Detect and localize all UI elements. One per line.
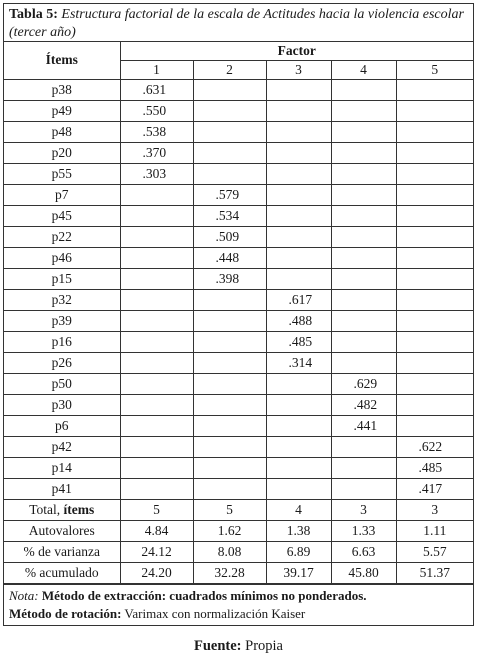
- loading-cell: .488: [266, 310, 331, 331]
- loading-cell: [331, 142, 396, 163]
- loading-cell: [331, 310, 396, 331]
- summary-cell: 1.62: [193, 520, 266, 541]
- loading-cell: [266, 121, 331, 142]
- loading-cell: [266, 247, 331, 268]
- loading-cell: [331, 226, 396, 247]
- loading-cell: [120, 226, 193, 247]
- loading-cell: [193, 373, 266, 394]
- summary-cell: 5: [120, 499, 193, 520]
- loading-cell: .550: [120, 100, 193, 121]
- summary-cell: 3: [331, 499, 396, 520]
- note-label: Nota:: [9, 587, 39, 603]
- summary-label: [4, 499, 120, 520]
- item-label: p32: [4, 289, 120, 310]
- item-label: p16: [4, 331, 120, 352]
- loading-cell: [120, 247, 193, 268]
- summary-cell: 5: [193, 499, 266, 520]
- item-label: p14: [4, 457, 120, 478]
- loading-cell: [266, 373, 331, 394]
- summary-cell: 6.63: [331, 541, 396, 562]
- summary-cell: 24.12: [120, 541, 193, 562]
- table-row: [4, 184, 473, 205]
- loading-cell: [193, 142, 266, 163]
- loading-cell: [331, 478, 396, 499]
- summary-cell: 8.08: [193, 541, 266, 562]
- loading-cell: [396, 247, 473, 268]
- table-row: [4, 268, 473, 289]
- loading-cell: [193, 352, 266, 373]
- summary-cell: 4: [266, 499, 331, 520]
- item-label: p22: [4, 226, 120, 247]
- loading-cell: [396, 184, 473, 205]
- summary-cell: 24.20: [120, 562, 193, 583]
- factor-table: [4, 42, 473, 584]
- item-label: p49: [4, 100, 120, 121]
- loading-cell: [266, 226, 331, 247]
- loading-cell: [266, 268, 331, 289]
- summary-cell: 1.33: [331, 520, 396, 541]
- table-row: [4, 457, 473, 478]
- summary-cell: 1.38: [266, 520, 331, 541]
- loading-cell: [193, 436, 266, 457]
- loading-cell: .417: [396, 478, 473, 499]
- table-row: [4, 436, 473, 457]
- summary-label-text: Total,: [29, 501, 64, 517]
- loading-cell: [396, 289, 473, 310]
- loading-cell: [331, 457, 396, 478]
- loading-cell: [396, 352, 473, 373]
- loading-cell: [331, 331, 396, 352]
- summary-cell: 45.80: [331, 562, 396, 583]
- table-row: [4, 415, 473, 436]
- loading-cell: .398: [193, 268, 266, 289]
- table-row: [4, 142, 473, 163]
- loading-cell: [193, 415, 266, 436]
- header-factor: Factor: [120, 42, 473, 60]
- loading-cell: [266, 457, 331, 478]
- loading-cell: [266, 415, 331, 436]
- table-row: [4, 352, 473, 373]
- loading-cell: [331, 79, 396, 100]
- loading-cell: [331, 352, 396, 373]
- item-label: p26: [4, 352, 120, 373]
- loading-cell: [120, 331, 193, 352]
- note-rotation-label: Método de rotación:: [9, 605, 122, 621]
- loading-cell: .622: [396, 436, 473, 457]
- loading-cell: [120, 289, 193, 310]
- loading-cell: [331, 268, 396, 289]
- item-label: p7: [4, 184, 120, 205]
- loading-cell: .485: [266, 331, 331, 352]
- loading-cell: [120, 205, 193, 226]
- source-text: Propia: [241, 638, 283, 654]
- table-row: [4, 478, 473, 499]
- item-label: p20: [4, 142, 120, 163]
- summary-cell: 4.84: [120, 520, 193, 541]
- summary-cell: 5.57: [396, 541, 473, 562]
- loading-cell: [396, 121, 473, 142]
- loading-cell: [266, 184, 331, 205]
- loading-cell: [396, 142, 473, 163]
- loading-cell: [266, 394, 331, 415]
- item-label: p38: [4, 79, 120, 100]
- table-row: [4, 121, 473, 142]
- loading-cell: [120, 352, 193, 373]
- item-label: p50: [4, 373, 120, 394]
- loading-cell: .482: [331, 394, 396, 415]
- loading-cell: [396, 415, 473, 436]
- loading-cell: [120, 478, 193, 499]
- summary-cell: 39.17: [266, 562, 331, 583]
- summary-label-bold: ítems: [63, 501, 95, 517]
- loading-cell: .485: [396, 457, 473, 478]
- loading-cell: [266, 163, 331, 184]
- loading-cell: .629: [331, 373, 396, 394]
- note-extraction: Método de extracción: cuadrados mínimos no ponderados.: [41, 587, 367, 603]
- item-label: p6: [4, 415, 120, 436]
- header-factor-1: 1: [120, 60, 193, 79]
- loading-cell: [331, 436, 396, 457]
- loading-cell: [396, 79, 473, 100]
- loading-cell: [396, 373, 473, 394]
- loading-cell: .509: [193, 226, 266, 247]
- loading-cell: .370: [120, 142, 193, 163]
- item-label: p41: [4, 478, 120, 499]
- loading-cell: [396, 331, 473, 352]
- loading-cell: [266, 478, 331, 499]
- loading-cell: [120, 436, 193, 457]
- table-row: [4, 226, 473, 247]
- table-row: [4, 79, 473, 100]
- table-note: [4, 584, 473, 625]
- loading-cell: [120, 184, 193, 205]
- summary-cell: 1.11: [396, 520, 473, 541]
- loading-cell: [396, 310, 473, 331]
- table-row: [4, 163, 473, 184]
- loading-cell: [120, 268, 193, 289]
- caption-label: Tabla 5:: [9, 7, 58, 22]
- table-row: [4, 394, 473, 415]
- loading-cell: [193, 100, 266, 121]
- item-label: p45: [4, 205, 120, 226]
- loading-cell: [266, 436, 331, 457]
- loading-cell: [396, 163, 473, 184]
- table-row: [4, 100, 473, 121]
- table-row: [4, 310, 473, 331]
- source-label: Fuente:: [194, 638, 242, 654]
- table-row: [4, 331, 473, 352]
- summary-label-text: Autovalores: [28, 522, 95, 538]
- header-factor-3: 3: [266, 60, 331, 79]
- loading-cell: .303: [120, 163, 193, 184]
- loading-cell: .538: [120, 121, 193, 142]
- loading-cell: [331, 289, 396, 310]
- loading-cell: [193, 457, 266, 478]
- loading-cell: [120, 415, 193, 436]
- summary-label-text: % de varianza: [23, 543, 100, 559]
- table-row: [4, 373, 473, 394]
- header-items: Ítems: [4, 42, 120, 79]
- summary-cell: 32.28: [193, 562, 266, 583]
- summary-row: [4, 499, 473, 520]
- loading-cell: [193, 121, 266, 142]
- table-source: [0, 638, 477, 655]
- loading-cell: .448: [193, 247, 266, 268]
- loading-cell: [120, 310, 193, 331]
- item-label: p42: [4, 436, 120, 457]
- loading-cell: [120, 373, 193, 394]
- summary-row: [4, 520, 473, 541]
- loading-cell: [396, 394, 473, 415]
- table-row: [4, 205, 473, 226]
- summary-cell: 6.89: [266, 541, 331, 562]
- loading-cell: [193, 79, 266, 100]
- loading-cell: .631: [120, 79, 193, 100]
- loading-cell: [193, 478, 266, 499]
- summary-label: [4, 541, 120, 562]
- loading-cell: [266, 100, 331, 121]
- loading-cell: [193, 394, 266, 415]
- loading-cell: [331, 100, 396, 121]
- loading-cell: .314: [266, 352, 331, 373]
- loading-cell: [396, 100, 473, 121]
- loading-cell: [266, 205, 331, 226]
- item-label: p48: [4, 121, 120, 142]
- item-label: p46: [4, 247, 120, 268]
- loading-cell: [193, 289, 266, 310]
- loading-cell: .441: [331, 415, 396, 436]
- loading-cell: [396, 205, 473, 226]
- summary-row: [4, 541, 473, 562]
- table-row: [4, 247, 473, 268]
- summary-cell: 3: [396, 499, 473, 520]
- item-label: p39: [4, 310, 120, 331]
- summary-label: [4, 520, 120, 541]
- loading-cell: [266, 142, 331, 163]
- table-row: [4, 289, 473, 310]
- summary-cell: 51.37: [396, 562, 473, 583]
- loading-cell: [193, 163, 266, 184]
- loading-cell: [396, 268, 473, 289]
- loading-cell: [193, 310, 266, 331]
- loading-cell: [331, 184, 396, 205]
- loading-cell: [193, 331, 266, 352]
- loading-cell: .534: [193, 205, 266, 226]
- loading-cell: [396, 226, 473, 247]
- loading-cell: [331, 205, 396, 226]
- loading-cell: [266, 79, 331, 100]
- summary-row: [4, 562, 473, 583]
- item-label: p15: [4, 268, 120, 289]
- loading-cell: .579: [193, 184, 266, 205]
- note-rotation-text: Varimax con normalización Kaiser: [121, 605, 306, 621]
- table-frame: [3, 3, 474, 626]
- loading-cell: [331, 121, 396, 142]
- loading-cell: [120, 394, 193, 415]
- header-factor-2: 2: [193, 60, 266, 79]
- loading-cell: .617: [266, 289, 331, 310]
- header-factor-5: 5: [396, 60, 473, 79]
- table-caption: [4, 4, 473, 42]
- loading-cell: [331, 247, 396, 268]
- header-factor-4: 4: [331, 60, 396, 79]
- caption-text: Estructura factorial de la escala de Actitudes hacia la violencia escolar (tercer año): [9, 7, 464, 40]
- item-label: p55: [4, 163, 120, 184]
- summary-label-text: % acumulado: [24, 564, 99, 580]
- summary-label: [4, 562, 120, 583]
- item-label: p30: [4, 394, 120, 415]
- loading-cell: [120, 457, 193, 478]
- loading-cell: [331, 163, 396, 184]
